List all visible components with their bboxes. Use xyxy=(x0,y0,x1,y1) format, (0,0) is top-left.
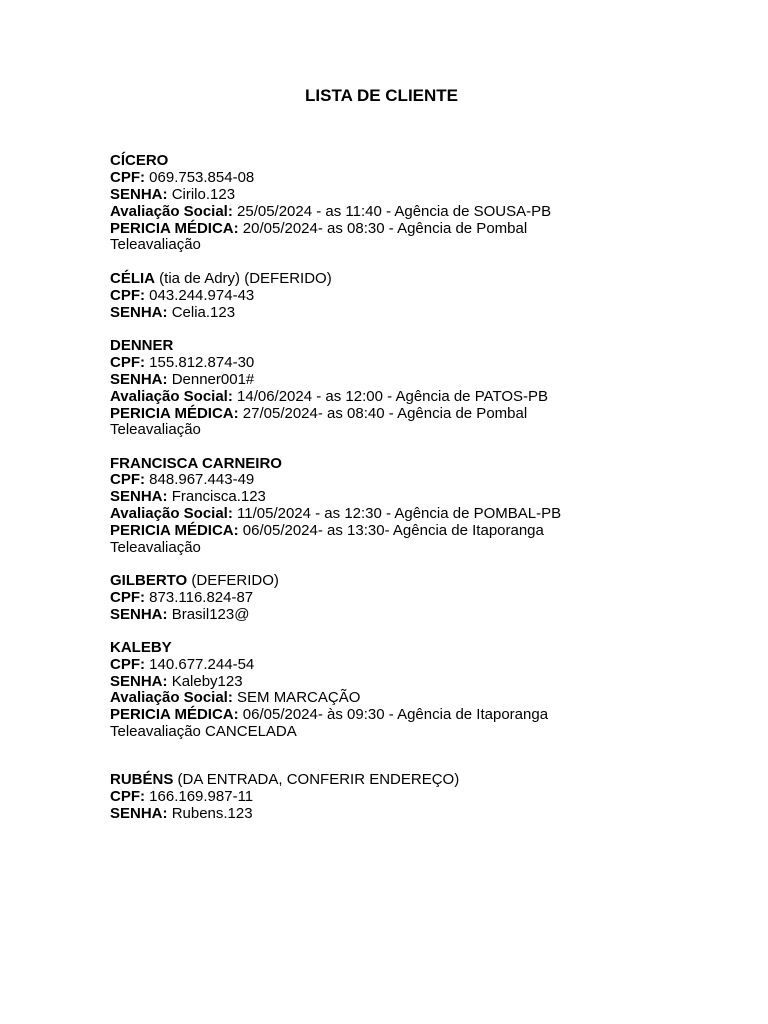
client-name-line xyxy=(110,337,173,354)
avaliacao-value: 11/05/2024 - as 12:30 - Agência de POMBAL-PB xyxy=(237,505,562,522)
cpf-label: CPF: xyxy=(110,589,145,606)
avaliacao-value: 25/05/2024 - as 11:40 - Agência de SOUSA-PB xyxy=(237,203,552,220)
senha-value: Rubens.123 xyxy=(171,805,253,822)
client-name: DENNER xyxy=(110,337,174,354)
cpf-label: CPF: xyxy=(110,287,145,304)
avaliacao-label: Avaliação Social: xyxy=(110,505,233,522)
senha-line xyxy=(110,805,253,822)
tele-line: Teleavaliação xyxy=(110,236,201,253)
senha-label: SENHA: xyxy=(110,304,168,321)
client-name-line xyxy=(110,639,172,656)
senha-label: SENHA: xyxy=(110,673,168,690)
pericia-line xyxy=(110,405,527,422)
senha-value: Denner001# xyxy=(171,371,255,388)
senha-line xyxy=(110,186,235,203)
pericia-value: 20/05/2024- as 08:30 - Agência de Pombal xyxy=(242,220,528,237)
avaliacao-line xyxy=(110,203,551,220)
client-name-line xyxy=(110,771,459,788)
client-name: FRANCISCA CARNEIRO xyxy=(110,455,282,472)
pericia-line xyxy=(110,522,544,539)
client-name: GILBERTO xyxy=(110,572,188,589)
senha-value: Francisca.123 xyxy=(171,488,266,505)
avaliacao-label: Avaliação Social: xyxy=(110,203,233,220)
client-name-line xyxy=(110,455,282,472)
senha-value: Kaleby123 xyxy=(171,673,243,690)
cpf-line xyxy=(110,287,254,304)
avaliacao-label: Avaliação Social: xyxy=(110,388,233,405)
senha-label: SENHA: xyxy=(110,371,168,388)
pericia-label: PERICIA MÉDICA: xyxy=(110,522,239,539)
cpf-line xyxy=(110,656,254,673)
tele-line: Teleavaliação CANCELADA xyxy=(110,723,297,740)
client-name-line xyxy=(110,270,332,287)
senha-line xyxy=(110,304,235,321)
cpf-label: CPF: xyxy=(110,354,145,371)
cpf-value: 166.169.987-11 xyxy=(149,788,254,805)
senha-line xyxy=(110,673,243,690)
senha-label: SENHA: xyxy=(110,805,168,822)
cpf-value: 155.812.874-30 xyxy=(149,354,255,371)
senha-value: Celia.123 xyxy=(171,304,236,321)
pericia-label: PERICIA MÉDICA: xyxy=(110,706,239,723)
pericia-line xyxy=(110,706,548,723)
cpf-line xyxy=(110,354,254,371)
client-name: CÍCERO xyxy=(110,152,169,169)
client-note: (tia de Adry) (DEFERIDO) xyxy=(159,270,332,287)
cpf-line xyxy=(110,788,253,805)
tele-line: Teleavaliação xyxy=(110,421,201,438)
cpf-label: CPF: xyxy=(110,656,145,673)
senha-label: SENHA: xyxy=(110,606,168,623)
client-name-line xyxy=(110,572,279,589)
avaliacao-line xyxy=(110,689,360,706)
client-note: (DEFERIDO) xyxy=(191,572,279,589)
cpf-label: CPF: xyxy=(110,169,145,186)
cpf-value: 043.244.974-43 xyxy=(149,287,255,304)
client-name: KALEBY xyxy=(110,639,172,656)
senha-value: Brasil123@ xyxy=(171,606,250,623)
senha-label: SENHA: xyxy=(110,186,168,203)
pericia-line xyxy=(110,220,527,237)
cpf-line xyxy=(110,471,254,488)
client-name: RUBÉNS xyxy=(110,771,174,788)
avaliacao-line xyxy=(110,505,561,522)
avaliacao-value: 14/06/2024 - as 12:00 - Agência de PATOS-PB xyxy=(237,388,549,405)
pericia-value: 06/05/2024- às 09:30 - Agência de Itaporanga xyxy=(242,706,549,723)
avaliacao-value: SEM MARCAÇÃO xyxy=(237,689,361,706)
client-name: CÉLIA xyxy=(110,270,155,287)
client-name-line xyxy=(110,152,168,169)
cpf-value: 848.967.443-49 xyxy=(149,471,255,488)
senha-line xyxy=(110,488,266,505)
client-note: (DA ENTRADA, CONFERIR ENDEREÇO) xyxy=(177,771,460,788)
cpf-value: 873.116.824-87 xyxy=(149,589,254,606)
pericia-value: 27/05/2024- as 08:40 - Agência de Pombal xyxy=(242,405,528,422)
cpf-line xyxy=(110,169,254,186)
pericia-value: 06/05/2024- as 13:30- Agência de Itaporanga xyxy=(242,522,544,539)
cpf-value: 140.677.244-54 xyxy=(149,656,255,673)
tele-line: Teleavaliação xyxy=(110,539,201,556)
senha-line xyxy=(110,371,254,388)
page-title: LISTA DE CLIENTE xyxy=(305,86,458,105)
cpf-line xyxy=(110,589,253,606)
senha-value: Cirilo.123 xyxy=(171,186,236,203)
senha-line xyxy=(110,606,249,623)
pericia-label: PERICIA MÉDICA: xyxy=(110,220,239,237)
avaliacao-label: Avaliação Social: xyxy=(110,689,233,706)
cpf-label: CPF: xyxy=(110,471,145,488)
pericia-label: PERICIA MÉDICA: xyxy=(110,405,239,422)
avaliacao-line xyxy=(110,388,548,405)
cpf-value: 069.753.854-08 xyxy=(149,169,255,186)
cpf-label: CPF: xyxy=(110,788,145,805)
senha-label: SENHA: xyxy=(110,488,168,505)
